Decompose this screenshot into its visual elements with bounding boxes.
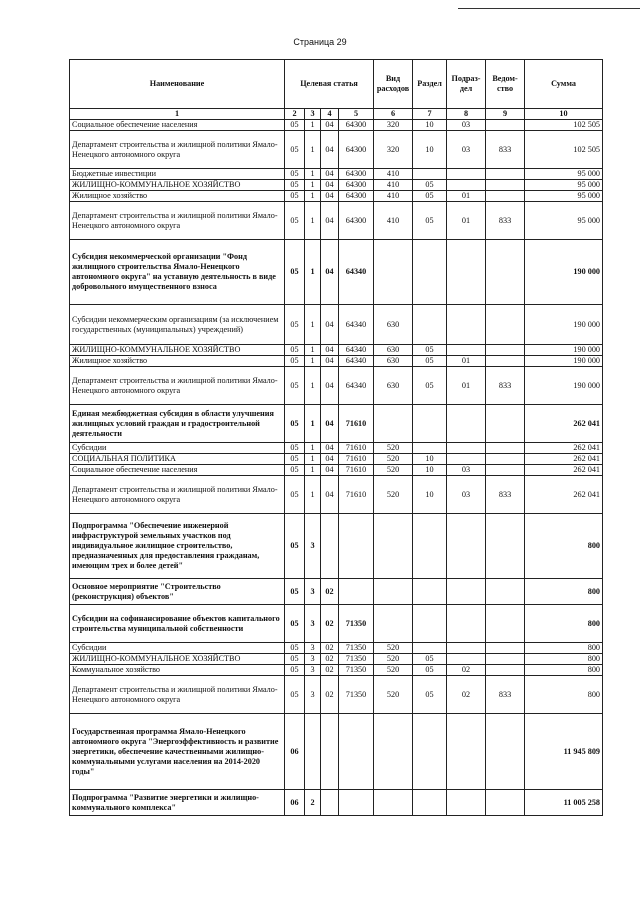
cell-subsection: 03	[447, 120, 486, 131]
cell-amount: 262 041	[525, 405, 603, 443]
cell-direction: 64340	[339, 345, 374, 356]
cell-activity: 04	[321, 345, 339, 356]
cell-subsection	[447, 514, 486, 579]
cell-amount: 190 000	[525, 305, 603, 345]
cell-expense-type	[374, 514, 413, 579]
cell-department	[486, 790, 525, 816]
cell-subsection	[447, 180, 486, 191]
cell-expense-type	[374, 605, 413, 643]
cell-section: 05	[413, 356, 447, 367]
cell-amount: 800	[525, 514, 603, 579]
header-subsection: Подраз-дел	[447, 60, 486, 109]
cell-department: 833	[486, 676, 525, 714]
cell-expense-type: 520	[374, 443, 413, 454]
column-number-row	[70, 109, 603, 120]
cell-department	[486, 454, 525, 465]
table-row	[70, 476, 603, 514]
cell-amount: 190 000	[525, 345, 603, 356]
cell-program: 05	[285, 443, 305, 454]
cell-name: Бюджетные инвестиции	[70, 169, 285, 180]
cell-name: Жилищное хозяйство	[70, 191, 285, 202]
cell-subsection	[447, 345, 486, 356]
cell-subprogram: 3	[305, 654, 321, 665]
cell-program: 05	[285, 654, 305, 665]
cell-subprogram: 1	[305, 465, 321, 476]
column-number: 9	[486, 109, 525, 120]
cell-expense-type: 520	[374, 465, 413, 476]
cell-activity: 02	[321, 665, 339, 676]
cell-subprogram: 3	[305, 643, 321, 654]
cell-name: Департамент строительства и жилищной политики Ямало-Ненецкого автономного округа	[70, 367, 285, 405]
cell-subsection	[447, 405, 486, 443]
cell-department	[486, 356, 525, 367]
cell-department	[486, 120, 525, 131]
cell-subsection	[447, 454, 486, 465]
cell-expense-type: 630	[374, 305, 413, 345]
cell-activity	[321, 790, 339, 816]
cell-subprogram: 3	[305, 514, 321, 579]
cell-activity: 04	[321, 131, 339, 169]
column-number: 7	[413, 109, 447, 120]
cell-activity: 04	[321, 180, 339, 191]
cell-name: Жилищное хозяйство	[70, 356, 285, 367]
cell-subprogram: 3	[305, 665, 321, 676]
cell-program: 05	[285, 120, 305, 131]
cell-expense-type: 410	[374, 180, 413, 191]
cell-activity: 02	[321, 605, 339, 643]
table-row	[70, 367, 603, 405]
cell-amount: 262 041	[525, 465, 603, 476]
cell-program: 05	[285, 202, 305, 240]
cell-amount: 95 000	[525, 202, 603, 240]
cell-direction: 71610	[339, 476, 374, 514]
table-row	[70, 120, 603, 131]
cell-name: Субсидии	[70, 443, 285, 454]
cell-department	[486, 654, 525, 665]
cell-subsection	[447, 714, 486, 790]
cell-program: 05	[285, 514, 305, 579]
cell-section: 05	[413, 367, 447, 405]
cell-subsection: 01	[447, 191, 486, 202]
cell-subprogram: 3	[305, 605, 321, 643]
cell-department	[486, 443, 525, 454]
cell-expense-type: 520	[374, 654, 413, 665]
cell-subsection	[447, 790, 486, 816]
cell-department	[486, 579, 525, 605]
cell-subsection	[447, 579, 486, 605]
table-row	[70, 169, 603, 180]
cell-section: 05	[413, 676, 447, 714]
cell-subprogram: 1	[305, 240, 321, 305]
cell-amount: 190 000	[525, 356, 603, 367]
header-amount: Сумма	[525, 60, 603, 109]
cell-expense-type: 320	[374, 131, 413, 169]
cell-section	[413, 790, 447, 816]
cell-expense-type	[374, 579, 413, 605]
cell-subsection	[447, 654, 486, 665]
cell-section: 10	[413, 454, 447, 465]
cell-section: 05	[413, 180, 447, 191]
budget-table	[69, 59, 603, 816]
cell-activity: 04	[321, 454, 339, 465]
column-number: 8	[447, 109, 486, 120]
cell-expense-type: 520	[374, 476, 413, 514]
table-row	[70, 345, 603, 356]
cell-expense-type: 630	[374, 356, 413, 367]
cell-department	[486, 169, 525, 180]
cell-name: Департамент строительства и жилищной политики Ямало-Ненецкого автономного округа	[70, 476, 285, 514]
column-number: 3	[305, 109, 321, 120]
cell-direction: 71350	[339, 654, 374, 665]
cell-expense-type: 410	[374, 191, 413, 202]
cell-section: 10	[413, 120, 447, 131]
cell-program: 05	[285, 169, 305, 180]
page-number-label: Страница 29	[293, 37, 347, 47]
cell-amount: 102 505	[525, 120, 603, 131]
cell-department	[486, 405, 525, 443]
cell-subsection	[447, 240, 486, 305]
cell-department	[486, 643, 525, 654]
cell-subprogram: 1	[305, 169, 321, 180]
cell-subprogram: 1	[305, 367, 321, 405]
cell-name: ЖИЛИЩНО-КОММУНАЛЬНОЕ ХОЗЯЙСТВО	[70, 345, 285, 356]
cell-program: 05	[285, 605, 305, 643]
cell-amount: 800	[525, 643, 603, 654]
cell-direction: 64340	[339, 356, 374, 367]
cell-amount: 262 041	[525, 454, 603, 465]
cell-subsection	[447, 305, 486, 345]
table-row	[70, 605, 603, 643]
cell-expense-type	[374, 405, 413, 443]
cell-amount: 800	[525, 654, 603, 665]
cell-program: 05	[285, 131, 305, 169]
cell-department	[486, 240, 525, 305]
cell-direction: 64300	[339, 202, 374, 240]
cell-subprogram: 1	[305, 476, 321, 514]
cell-name: Подпрограмма "Развитие энергетики и жилищно-коммунального комплекса"	[70, 790, 285, 816]
header-name: Наименование	[70, 60, 285, 109]
cell-department: 833	[486, 131, 525, 169]
cell-section	[413, 714, 447, 790]
cell-program: 05	[285, 676, 305, 714]
table-row	[70, 405, 603, 443]
table-row	[70, 514, 603, 579]
cell-program: 05	[285, 345, 305, 356]
cell-department	[486, 345, 525, 356]
cell-activity: 04	[321, 120, 339, 131]
cell-program: 05	[285, 405, 305, 443]
cell-amount: 102 505	[525, 131, 603, 169]
table-row	[70, 131, 603, 169]
header-department: Ведом-ство	[486, 60, 525, 109]
cell-section: 05	[413, 665, 447, 676]
cell-direction: 64340	[339, 305, 374, 345]
cell-section: 10	[413, 465, 447, 476]
cell-subprogram: 1	[305, 454, 321, 465]
cell-direction	[339, 579, 374, 605]
cell-expense-type: 630	[374, 367, 413, 405]
column-number: 1	[70, 109, 285, 120]
cell-program: 05	[285, 191, 305, 202]
cell-subprogram: 1	[305, 405, 321, 443]
cell-amount: 95 000	[525, 169, 603, 180]
cell-direction: 64300	[339, 191, 374, 202]
cell-subsection	[447, 169, 486, 180]
cell-direction: 71350	[339, 676, 374, 714]
table-row	[70, 676, 603, 714]
cell-subprogram: 1	[305, 180, 321, 191]
cell-subprogram: 1	[305, 120, 321, 131]
cell-activity: 02	[321, 654, 339, 665]
cell-activity: 04	[321, 476, 339, 514]
table-body	[70, 120, 603, 816]
cell-expense-type	[374, 714, 413, 790]
cell-department	[486, 180, 525, 191]
cell-name: Государственная программа Ямало-Ненецкого автономного округа "Энергоэффективность и развитие энергетики, обеспечение качественными жилищно-коммунальными услугами населения на 2014-2020 годы"	[70, 714, 285, 790]
cell-activity: 04	[321, 367, 339, 405]
cell-section: 05	[413, 654, 447, 665]
cell-program: 05	[285, 476, 305, 514]
cell-direction: 64300	[339, 169, 374, 180]
cell-amount: 800	[525, 579, 603, 605]
table-row	[70, 240, 603, 305]
cell-section: 05	[413, 345, 447, 356]
cell-name: Коммунальное хозяйство	[70, 665, 285, 676]
cell-activity: 02	[321, 643, 339, 654]
cell-name: Субсидии	[70, 643, 285, 654]
cell-section: 05	[413, 202, 447, 240]
cell-direction: 71350	[339, 665, 374, 676]
cell-amount: 11 945 809	[525, 714, 603, 790]
cell-subsection: 02	[447, 676, 486, 714]
cell-expense-type: 410	[374, 202, 413, 240]
cell-department	[486, 665, 525, 676]
cell-subprogram	[305, 714, 321, 790]
cell-subsection: 03	[447, 465, 486, 476]
cell-direction: 71610	[339, 443, 374, 454]
cell-amount: 95 000	[525, 180, 603, 191]
cell-amount: 11 005 258	[525, 790, 603, 816]
cell-activity: 04	[321, 356, 339, 367]
cell-department	[486, 305, 525, 345]
cell-expense-type: 630	[374, 345, 413, 356]
cell-activity: 02	[321, 676, 339, 714]
header-section: Раздел	[413, 60, 447, 109]
cell-name: СОЦИАЛЬНАЯ ПОЛИТИКА	[70, 454, 285, 465]
cell-section	[413, 240, 447, 305]
cell-expense-type	[374, 790, 413, 816]
table-row	[70, 443, 603, 454]
cell-activity: 04	[321, 202, 339, 240]
cell-name: Подпрограмма "Обеспечение инженерной инфраструктурой земельных участков под индивидуальное жилищное строительство, предназначенных для предоставления гражданам, имеющим трех и более детей"	[70, 514, 285, 579]
cell-name: Департамент строительства и жилищной политики Ямало-Ненецкого автономного округа	[70, 131, 285, 169]
cell-subprogram: 1	[305, 345, 321, 356]
column-number: 4	[321, 109, 339, 120]
cell-department: 833	[486, 476, 525, 514]
cell-direction: 64300	[339, 120, 374, 131]
table-row	[70, 202, 603, 240]
cell-subsection	[447, 643, 486, 654]
cell-department: 833	[486, 202, 525, 240]
cell-department	[486, 605, 525, 643]
cell-section	[413, 405, 447, 443]
cell-activity: 04	[321, 191, 339, 202]
cell-name: ЖИЛИЩНО-КОММУНАЛЬНОЕ ХОЗЯЙСТВО	[70, 654, 285, 665]
cell-section	[413, 305, 447, 345]
cell-direction: 71610	[339, 465, 374, 476]
cell-amount: 262 041	[525, 443, 603, 454]
header-expense-type: Вид расходов	[374, 60, 413, 109]
cell-subsection: 03	[447, 476, 486, 514]
table-row	[70, 643, 603, 654]
column-number: 2	[285, 109, 305, 120]
table-row	[70, 454, 603, 465]
cell-section	[413, 605, 447, 643]
column-number: 10	[525, 109, 603, 120]
cell-subsection: 02	[447, 665, 486, 676]
cell-amount: 190 000	[525, 240, 603, 305]
table-row	[70, 465, 603, 476]
cell-expense-type: 520	[374, 665, 413, 676]
table-row	[70, 665, 603, 676]
cell-name: Единая межбюджетная субсидия в области улучшения жилищных условий граждан и градостроительной деятельности	[70, 405, 285, 443]
cell-activity: 04	[321, 405, 339, 443]
cell-amount: 262 041	[525, 476, 603, 514]
table-row	[70, 180, 603, 191]
cell-section: 10	[413, 131, 447, 169]
cell-amount: 800	[525, 605, 603, 643]
table-row	[70, 191, 603, 202]
table-row	[70, 790, 603, 816]
column-number: 6	[374, 109, 413, 120]
cell-section	[413, 169, 447, 180]
cell-expense-type: 520	[374, 643, 413, 654]
cell-direction: 71610	[339, 454, 374, 465]
cell-expense-type: 520	[374, 454, 413, 465]
cell-department	[486, 714, 525, 790]
cell-section	[413, 514, 447, 579]
cell-subprogram: 1	[305, 191, 321, 202]
cell-activity	[321, 514, 339, 579]
cell-direction: 64300	[339, 180, 374, 191]
cell-amount: 190 000	[525, 367, 603, 405]
cell-program: 05	[285, 643, 305, 654]
cell-direction: 64300	[339, 131, 374, 169]
cell-name: Социальное обеспечение населения	[70, 120, 285, 131]
cell-section	[413, 579, 447, 605]
cell-activity: 04	[321, 465, 339, 476]
cell-program: 06	[285, 714, 305, 790]
cell-name: Социальное обеспечение населения	[70, 465, 285, 476]
cell-subsection: 01	[447, 202, 486, 240]
cell-subprogram: 1	[305, 356, 321, 367]
table-row	[70, 579, 603, 605]
cell-subsection: 01	[447, 367, 486, 405]
cell-subsection: 03	[447, 131, 486, 169]
cell-program: 05	[285, 305, 305, 345]
cell-subprogram: 1	[305, 443, 321, 454]
table-row	[70, 714, 603, 790]
cell-name: ЖИЛИЩНО-КОММУНАЛЬНОЕ ХОЗЯЙСТВО	[70, 180, 285, 191]
cell-program: 05	[285, 665, 305, 676]
cell-expense-type: 520	[374, 676, 413, 714]
cell-section: 05	[413, 191, 447, 202]
cell-section	[413, 443, 447, 454]
header-row	[70, 60, 603, 109]
cell-activity: 04	[321, 169, 339, 180]
cell-expense-type	[374, 240, 413, 305]
cell-department	[486, 191, 525, 202]
cell-amount: 800	[525, 676, 603, 714]
cell-expense-type: 320	[374, 120, 413, 131]
cell-subprogram: 1	[305, 202, 321, 240]
cell-amount: 95 000	[525, 191, 603, 202]
cell-direction: 64340	[339, 240, 374, 305]
cell-program: 05	[285, 367, 305, 405]
cell-program: 05	[285, 454, 305, 465]
cell-name: Департамент строительства и жилищной политики Ямало-Ненецкого автономного округа	[70, 676, 285, 714]
corner-rule	[458, 8, 640, 9]
table-row	[70, 654, 603, 665]
cell-subsection	[447, 443, 486, 454]
cell-name: Субсидии некоммерческим организациям (за исключением государственных (муниципальных) учреждений)	[70, 305, 285, 345]
cell-program: 05	[285, 356, 305, 367]
cell-subprogram: 1	[305, 305, 321, 345]
cell-expense-type: 410	[374, 169, 413, 180]
cell-subprogram: 3	[305, 579, 321, 605]
cell-section: 10	[413, 476, 447, 514]
cell-name: Субсидии на софинансирование объектов капитального строительства муниципальной собственности	[70, 605, 285, 643]
cell-subprogram: 1	[305, 131, 321, 169]
cell-direction: 71350	[339, 643, 374, 654]
cell-name: Основное мероприятие "Строительство (реконструкция) объектов"	[70, 579, 285, 605]
cell-direction	[339, 790, 374, 816]
cell-activity: 02	[321, 579, 339, 605]
cell-direction	[339, 714, 374, 790]
cell-activity: 04	[321, 443, 339, 454]
cell-program: 05	[285, 180, 305, 191]
header-target: Целевая статья	[285, 60, 374, 109]
cell-program: 05	[285, 579, 305, 605]
cell-activity: 04	[321, 305, 339, 345]
table-row	[70, 356, 603, 367]
cell-activity: 04	[321, 240, 339, 305]
cell-section	[413, 643, 447, 654]
cell-name: Департамент строительства и жилищной политики Ямало-Ненецкого автономного округа	[70, 202, 285, 240]
cell-subsection: 01	[447, 356, 486, 367]
cell-subprogram: 3	[305, 676, 321, 714]
cell-subsection	[447, 605, 486, 643]
cell-name: Субсидия некоммерческой организации "Фонд жилищного строительства Ямало-Ненецкого автономного округа" на уставную деятельность в виде добровольного имущественного взноса	[70, 240, 285, 305]
cell-program: 05	[285, 240, 305, 305]
cell-amount: 800	[525, 665, 603, 676]
cell-direction: 64340	[339, 367, 374, 405]
cell-activity	[321, 714, 339, 790]
cell-direction: 71610	[339, 405, 374, 443]
cell-department	[486, 514, 525, 579]
cell-direction	[339, 514, 374, 579]
cell-subprogram: 2	[305, 790, 321, 816]
table-row	[70, 305, 603, 345]
cell-department: 833	[486, 367, 525, 405]
cell-program: 06	[285, 790, 305, 816]
cell-direction: 71350	[339, 605, 374, 643]
column-number: 5	[339, 109, 374, 120]
cell-program: 05	[285, 465, 305, 476]
cell-department	[486, 465, 525, 476]
